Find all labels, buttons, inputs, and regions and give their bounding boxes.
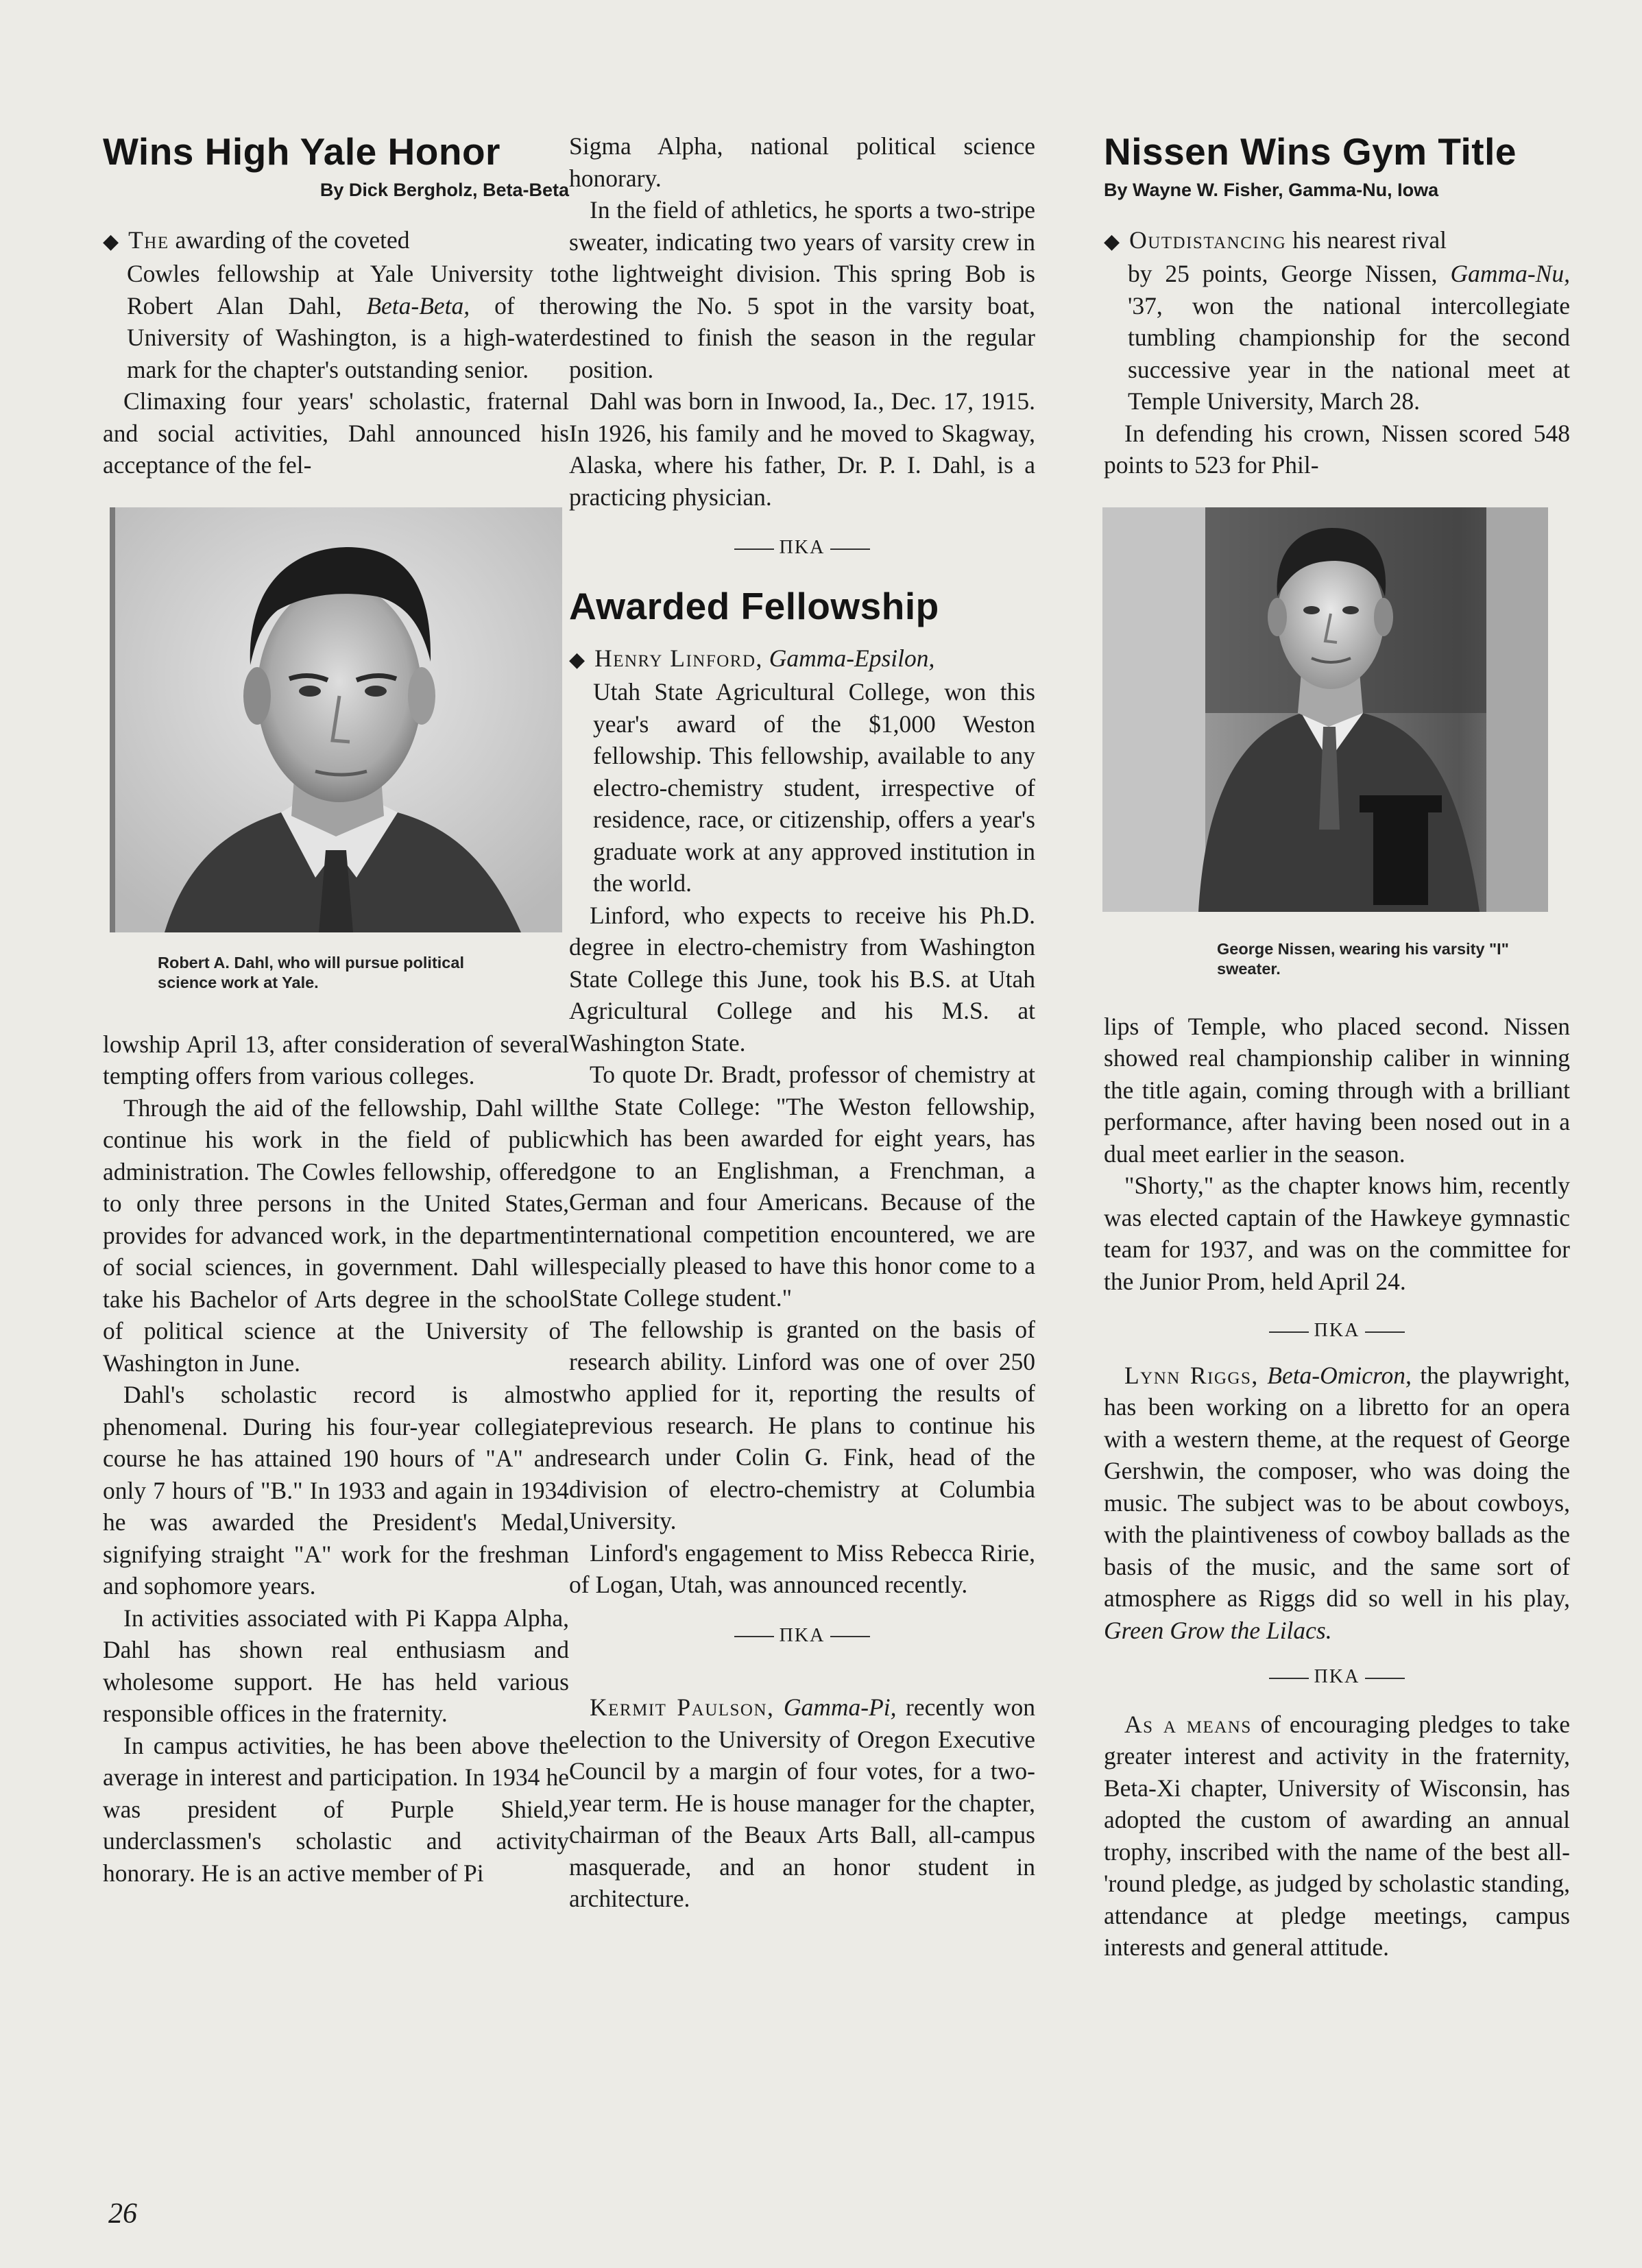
diamond-icon: ◆	[1104, 230, 1120, 253]
section-separator: ΠKA	[569, 1620, 1035, 1652]
portrait-image	[110, 507, 562, 932]
paragraph: In defending his crown, Nissen scored 548 points to 523 for Phil-	[1104, 419, 1570, 479]
paragraph: Dahl was born in Inwood, Ia., Dec. 17, 1915. In 1926, his family and he moved to Skagway, Alaska, where his father, Dr. P. I. Dahl, is a practicing physician.	[569, 387, 1035, 511]
paragraph: To quote Dr. Bradt, professor of chemistry at the State College: "The Weston fellowship, which has been awarded for eight years, has gone to an Englishman, a Frenchman, a German and four Americans. Because of the international competition encountered, we are especially pleased to have this honor come to a State College student."	[569, 1061, 1035, 1312]
column-2	[569, 130, 1035, 1915]
paragraph: In activities associated with Pi Kappa Alpha, Dahl has shown real enthusiasm and wholesome support. He has held various responsible offices in the fraternity.	[103, 1604, 569, 1727]
photo-caption-dahl: Robert A. Dahl, who will pursue political science work at Yale.	[158, 953, 464, 991]
paragraph: lips of Temple, who placed second. Nissen showed real championship caliber in winning the title again, coming through with a brilliant performance, after having been nosed out in a dual meet earlier in the season.	[1104, 1012, 1570, 1168]
lead-paragraph-fellowship: ◆ Henry Linford, Gamma-Epsilon, Utah State Agricultural College, won this year's award of the $1,000 Weston fellowship. This fellowship, available to any electro-chemistry student, irrespective of residence, race, or citizenship, offers a year's graduate work at any approved institution in the world.	[569, 644, 1035, 897]
diamond-icon: ◆	[103, 230, 119, 253]
byline-fisher: By Wayne W. Fisher, Gamma-Nu, Iowa	[1104, 180, 1439, 200]
portrait-image	[1102, 507, 1548, 912]
article-headline-nissen: Nissen Wins Gym Title	[1104, 130, 1517, 173]
paragraph: Dahl's scholastic record is almost phenomenal. During his four-year collegiate course he has attained 190 hours of "A" and only 7 hours of "B." In 1933 and again in 1934 he was awarded the President's Medal, signifying straight "A" work for the freshman and sophomore years.	[103, 1381, 569, 1600]
paragraph: Sigma Alpha, national political science honorary.	[569, 132, 1035, 192]
paragraph: In campus activities, he has been above the average in interest and participation. In 1934 he was president of Purple Shield, underclassmen's scholastic and activity honorary. He is an active member of Pi	[103, 1731, 569, 1887]
paragraph: Linford, who expects to receive his Ph.D. degree in electro-chemistry from Washington State College this June, took his B.S. at Utah Agricultural College and his M.S. at Washington State.	[569, 901, 1035, 1057]
photo-caption-nissen: George Nissen, wearing his varsity "I" sweater.	[1217, 939, 1509, 978]
photo-dahl	[110, 507, 562, 932]
paragraph: Climaxing four years' scholastic, fraternal and social activities, Dahl announced his acceptance of the fel-	[103, 387, 569, 479]
paragraph: Through the aid of the fellowship, Dahl will continue his work in the field of public administration. The Cowles fellowship, offered to only three persons in the United States, provides for advanced work, in the department of social sciences, in government. Dahl will take his Bachelor of Arts degree in the school of political science at the University of Washington in June.	[103, 1094, 569, 1377]
paragraph-kermit: Kermit Paulson, Gamma-Pi, recently won election to the University of Oregon Executive Council by a margin of four votes, for a two-year term. He is house manager for the chapter, chairman of the Beaux Arts Ball, all-campus masquerade, and an honor student in architecture.	[569, 1693, 1035, 1912]
section-separator: ΠKA	[1104, 1661, 1570, 1693]
section-separator: ΠKA	[1104, 1315, 1570, 1347]
paragraph-pledge: As a means of encouraging pledges to take greater interest and activity in the fraternity, Beta-Xi chapter, University of Wisconsin, has adopted the custom of awarding an annual trophy, inscribed with the name of the best all-'round pledge, as judged by scholastic standing, attendance at pledge meetings, campus interests and general attitude.	[1104, 1710, 1570, 1961]
article-headline-yale: Wins High Yale Honor	[103, 130, 500, 173]
photo-nissen	[1102, 507, 1548, 912]
paragraph: Linford's engagement to Miss Rebecca Ririe, of Logan, Utah, was announced recently.	[569, 1539, 1035, 1598]
page-number: 26	[108, 2198, 137, 2230]
column-1	[103, 130, 569, 1889]
paragraph-riggs: Lynn Riggs, Beta-Omicron, the playwright, has been working on a libretto for an opera with a western theme, at the request of George Gershwin, the composer, who was doing the music. The subject was to be about cowboys, with the plaintiveness of cowboy ballads as the basis of the music, and the same sort of atmosphere as Riggs did so well in his play, Green Grow the Lilacs.	[1104, 1361, 1570, 1644]
paragraph: In the field of athletics, he sports a two-stripe sweater, indicating two years of varsity crew in the lightweight division. This spring Bob is rowing the No. 5 spot in the varsity boat, destined to finish the season in the regular position.	[569, 196, 1035, 383]
byline-bergholz: By Dick Bergholz, Beta-Beta	[319, 180, 569, 200]
diamond-icon: ◆	[569, 648, 585, 671]
lead-paragraph-yale: ◆ The awarding of the coveted Cowles fellowship at Yale University to Robert Alan Dahl, Beta-Beta, of the University of Washington, is a high-water mark for the chapter's outstanding senior.	[103, 226, 569, 383]
paragraph: lowship April 13, after consideration of several tempting offers from various colleges.	[103, 1030, 569, 1089]
paragraph: The fellowship is granted on the basis of research ability. Linford was one of over 250 who applied for it, reporting the results of previous research. He plans to continue his research under Colin G. Fink, head of the division of electro-chemistry at Columbia University.	[569, 1316, 1035, 1534]
section-separator: ΠKA	[569, 532, 1035, 564]
lead-paragraph-nissen: ◆ Outdistancing his nearest rival by 25 points, George Nissen, Gamma-Nu, '37, won the national intercollegiate tumbling championship for the second successive year in the national meet at Temple University, March 28.	[1104, 226, 1570, 415]
paragraph: "Shorty," as the chapter knows him, recently was elected captain of the Hawkeye gymnastic team for 1937, and was on the committee for the Junior Prom, held April 24.	[1104, 1172, 1570, 1295]
article-headline-fellowship: Awarded Fellowship	[569, 584, 939, 627]
column-3	[1104, 130, 1570, 1964]
